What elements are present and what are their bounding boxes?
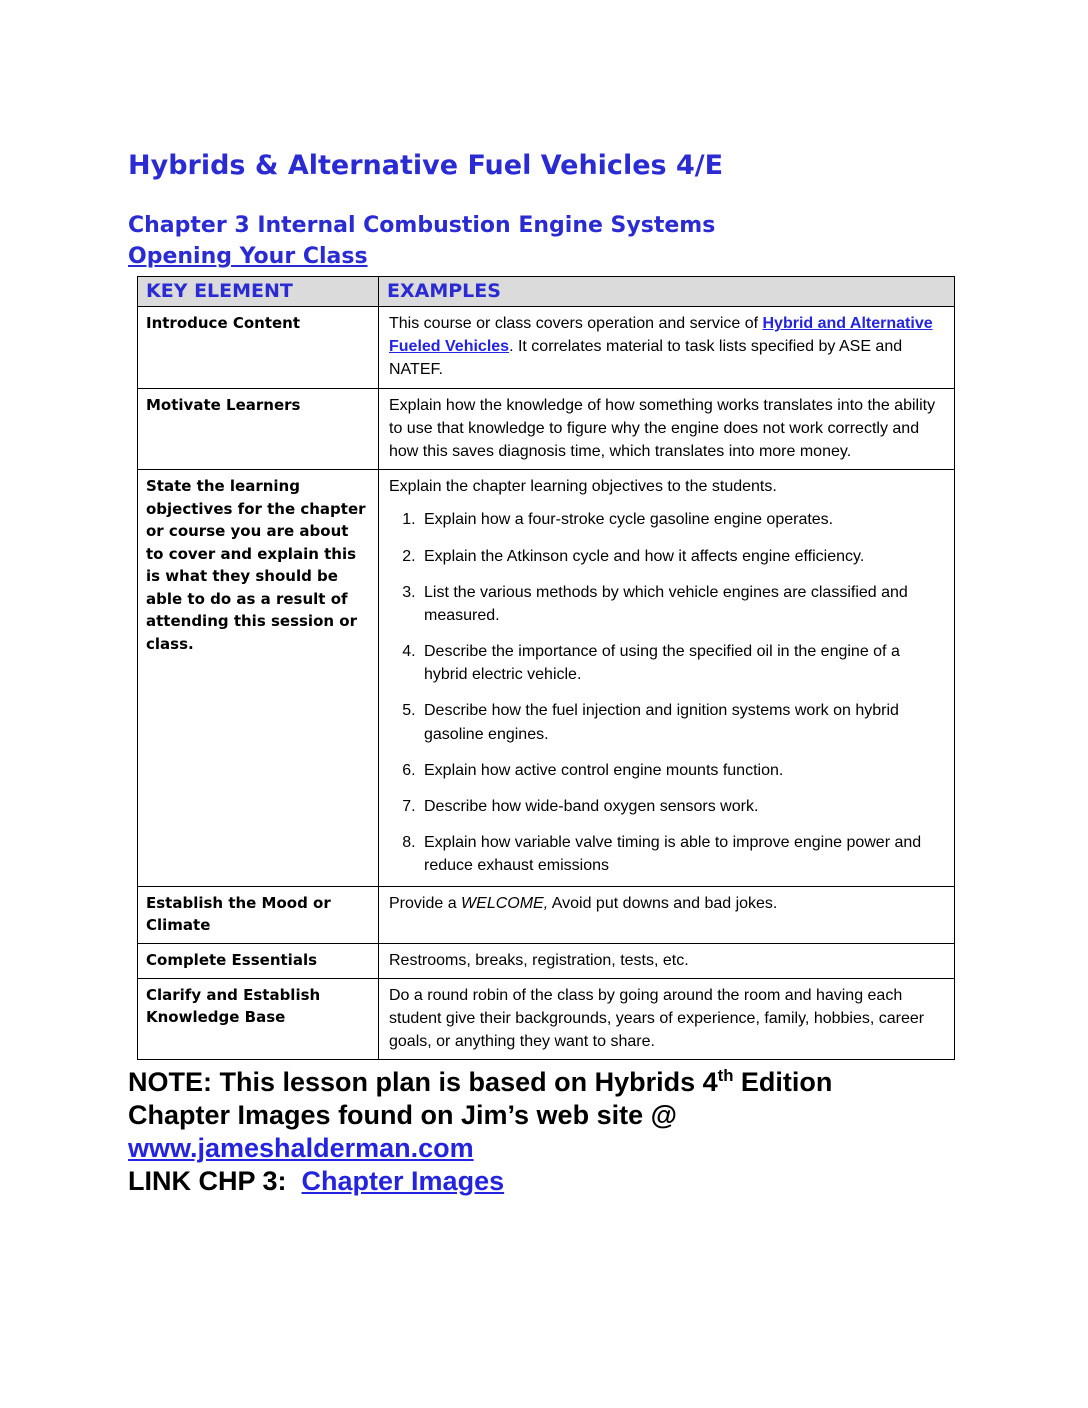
table-row [138,886,955,943]
example-cell [379,886,955,943]
lesson-plan-table [137,276,955,1060]
table-row [138,978,955,1060]
example-cell [379,388,955,470]
objective-item: 1. Explain how a four-stroke cycle gasoline engine operates. [420,508,946,531]
objective-item: 2. Explain the Atkinson cycle and how it affects engine efficiency. [420,545,946,568]
text-run: Do a round robin of the class by going around the room and having each student give their backgrounds, years of experience, family, hobbies, career goals, or anything they want to share. [389,986,925,1051]
objectives-list [389,508,946,877]
lesson-table-body [138,307,955,1060]
key-element-cell: Clarify and Establish Knowledge Base [138,978,379,1060]
superscript-text: th [717,1066,734,1086]
key-element-cell: State the learning objectives for the chapter or course you are about to cover and explain this is what they should be able to do as a result of attending this session or class. [138,470,379,886]
text-run: This course or class covers operation and service of [389,315,763,332]
key-element-cell: Establish the Mood or Climate [138,886,379,943]
hyperlink[interactable]: www.jameshalderman.com [128,1133,474,1164]
chapter-heading: Chapter 3 Internal Combustion Engine Systems [128,213,716,238]
text-run: NOTE: This lesson plan is based on Hybrids 4 [128,1067,718,1098]
example-text [389,892,946,915]
table-header-row [138,277,955,307]
objective-item: 6. Explain how active control engine mounts function. [420,759,946,782]
text-run: Provide a [389,894,462,912]
text-run: Chapter Images found on Jim’s web site @ [128,1100,677,1131]
hyperlink[interactable]: Chapter Images [301,1166,505,1197]
document-title: Hybrids & Alternative Fuel Vehicles 4/E [128,150,724,181]
text-run: Explain the chapter learning objectives to the students. [389,478,777,496]
example-cell [379,307,955,389]
table-row [138,307,955,389]
text-run: Avoid put downs and bad jokes. [548,894,778,912]
note-line [128,1132,988,1165]
note-line [128,1165,988,1198]
column-header-key-element: KEY ELEMENT [138,277,379,307]
italic-text: WELCOME, [461,894,549,912]
objective-item: 3. List the various methods by which vehicle engines are classified and measured. [420,581,946,627]
objective-item: 5. Describe how the fuel injection and ignition systems work on hybrid gasoline engines. [420,699,946,745]
text-run: Explain how the knowledge of how something works translates into the ability to use that knowledge to figure why the engine does not work correctly and how this saves diagnosis time, which translates into more money. [389,396,936,460]
table-row [138,943,955,978]
example-cell [379,943,955,978]
key-element-cell: Motivate Learners [138,388,379,470]
objective-item: 4. Describe the importance of using the specified oil in the engine of a hybrid electric vehicle. [420,640,946,686]
text-run: . It correlates material to task lists specified by ASE and NATEF. [389,338,903,379]
text-run: LINK CHP 3: [128,1166,302,1197]
example-cell [379,470,955,886]
text-run: Restrooms, breaks, registration, tests, etc. [389,951,689,969]
example-text [389,394,946,464]
key-element-cell: Introduce Content [138,307,379,389]
column-header-examples: EXAMPLES [379,277,955,307]
objective-item: 7. Describe how wide-band oxygen sensors work. [420,795,946,818]
table-row [138,470,955,886]
note-block [128,1066,988,1198]
example-text [389,984,946,1054]
hyperlink[interactable]: Hybrid and Alternative Fueled Vehicles [389,315,933,356]
objective-item: 8. Explain how variable valve timing is able to improve engine power and reduce exhaust emissions [420,831,946,877]
table-row [138,388,955,470]
note-line [128,1099,988,1132]
text-run: Edition [733,1067,833,1098]
example-cell [379,978,955,1060]
note-line [128,1066,988,1099]
section-heading: Opening Your Class [128,244,368,269]
example-text [389,475,946,498]
example-text [389,949,946,972]
example-text [389,312,946,382]
key-element-cell: Complete Essentials [138,943,379,978]
